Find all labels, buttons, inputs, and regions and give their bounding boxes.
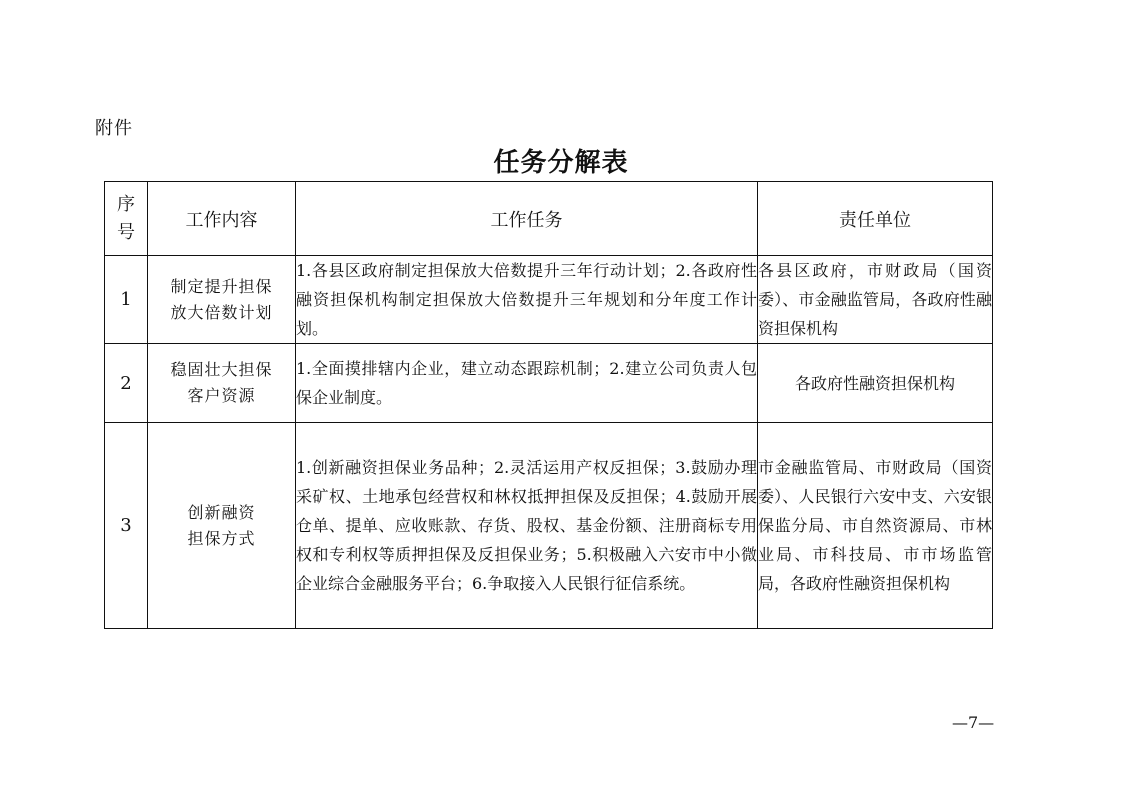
- row-content-line: 创新融资: [187, 502, 256, 522]
- row-task: 1.全面摸排辖内企业，建立动态跟踪机制；2.建立公司负责人包保企业制度。: [296, 344, 758, 423]
- row-seq: 1: [105, 256, 148, 344]
- row-content: [148, 344, 296, 423]
- table-row: [105, 423, 993, 629]
- table-header-row: [105, 182, 993, 256]
- row-content-line: 稳固壮大担保: [170, 360, 273, 379]
- row-content-line: 制定提升担保: [170, 276, 273, 296]
- row-content-line: 客户资源: [187, 386, 256, 405]
- row-unit: 各政府性融资担保机构: [758, 344, 993, 423]
- table-row: [105, 256, 993, 344]
- row-seq: 2: [105, 344, 148, 423]
- row-content-line: 担保方式: [187, 528, 256, 548]
- column-header-seq-line1: 序: [117, 193, 135, 215]
- row-unit: 各县区政府，市财政局（国资委）、市金融监管局，各政府性融资担保机构: [758, 256, 993, 344]
- column-header-task: 工作任务: [296, 182, 758, 256]
- row-unit: 市金融监管局、市财政局（国资委）、人民银行六安中支、六安银保监分局、市自然资源局、市林业局、市科技局、市市场监管局，各政府性融资担保机构: [758, 423, 993, 629]
- row-task: 1.各县区政府制定担保放大倍数提升三年行动计划；2.各政府性融资担保机构制定担保放大倍数提升三年规划和分年度工作计划。: [296, 256, 758, 344]
- task-breakdown-table: [104, 181, 993, 629]
- row-content-line: 放大倍数计划: [170, 302, 273, 322]
- column-header-seq: [105, 182, 148, 256]
- row-content: [148, 256, 296, 344]
- row-content: [148, 423, 296, 629]
- row-seq: 3: [105, 423, 148, 629]
- column-header-content: 工作内容: [148, 182, 296, 256]
- page-number: —7—: [952, 713, 995, 732]
- document-title: 任务分解表: [493, 148, 629, 178]
- attachment-label: 附件: [95, 118, 133, 139]
- column-header-unit: 责任单位: [758, 182, 993, 256]
- table-row: [105, 344, 993, 423]
- row-task: 1.创新融资担保业务品种；2.灵活运用产权反担保；3.鼓励办理采矿权、土地承包经营权和林权抵押担保及反担保；4.鼓励开展仓单、提单、应收账款、存货、股权、基金份额、注册商标专用权和专利权等质押担保及反担保业务；5.积极融入六安市中小微企业综合金融服务平台；6.争取接入人民银行征信系统。: [296, 423, 758, 629]
- column-header-seq-line2: 号: [117, 221, 135, 243]
